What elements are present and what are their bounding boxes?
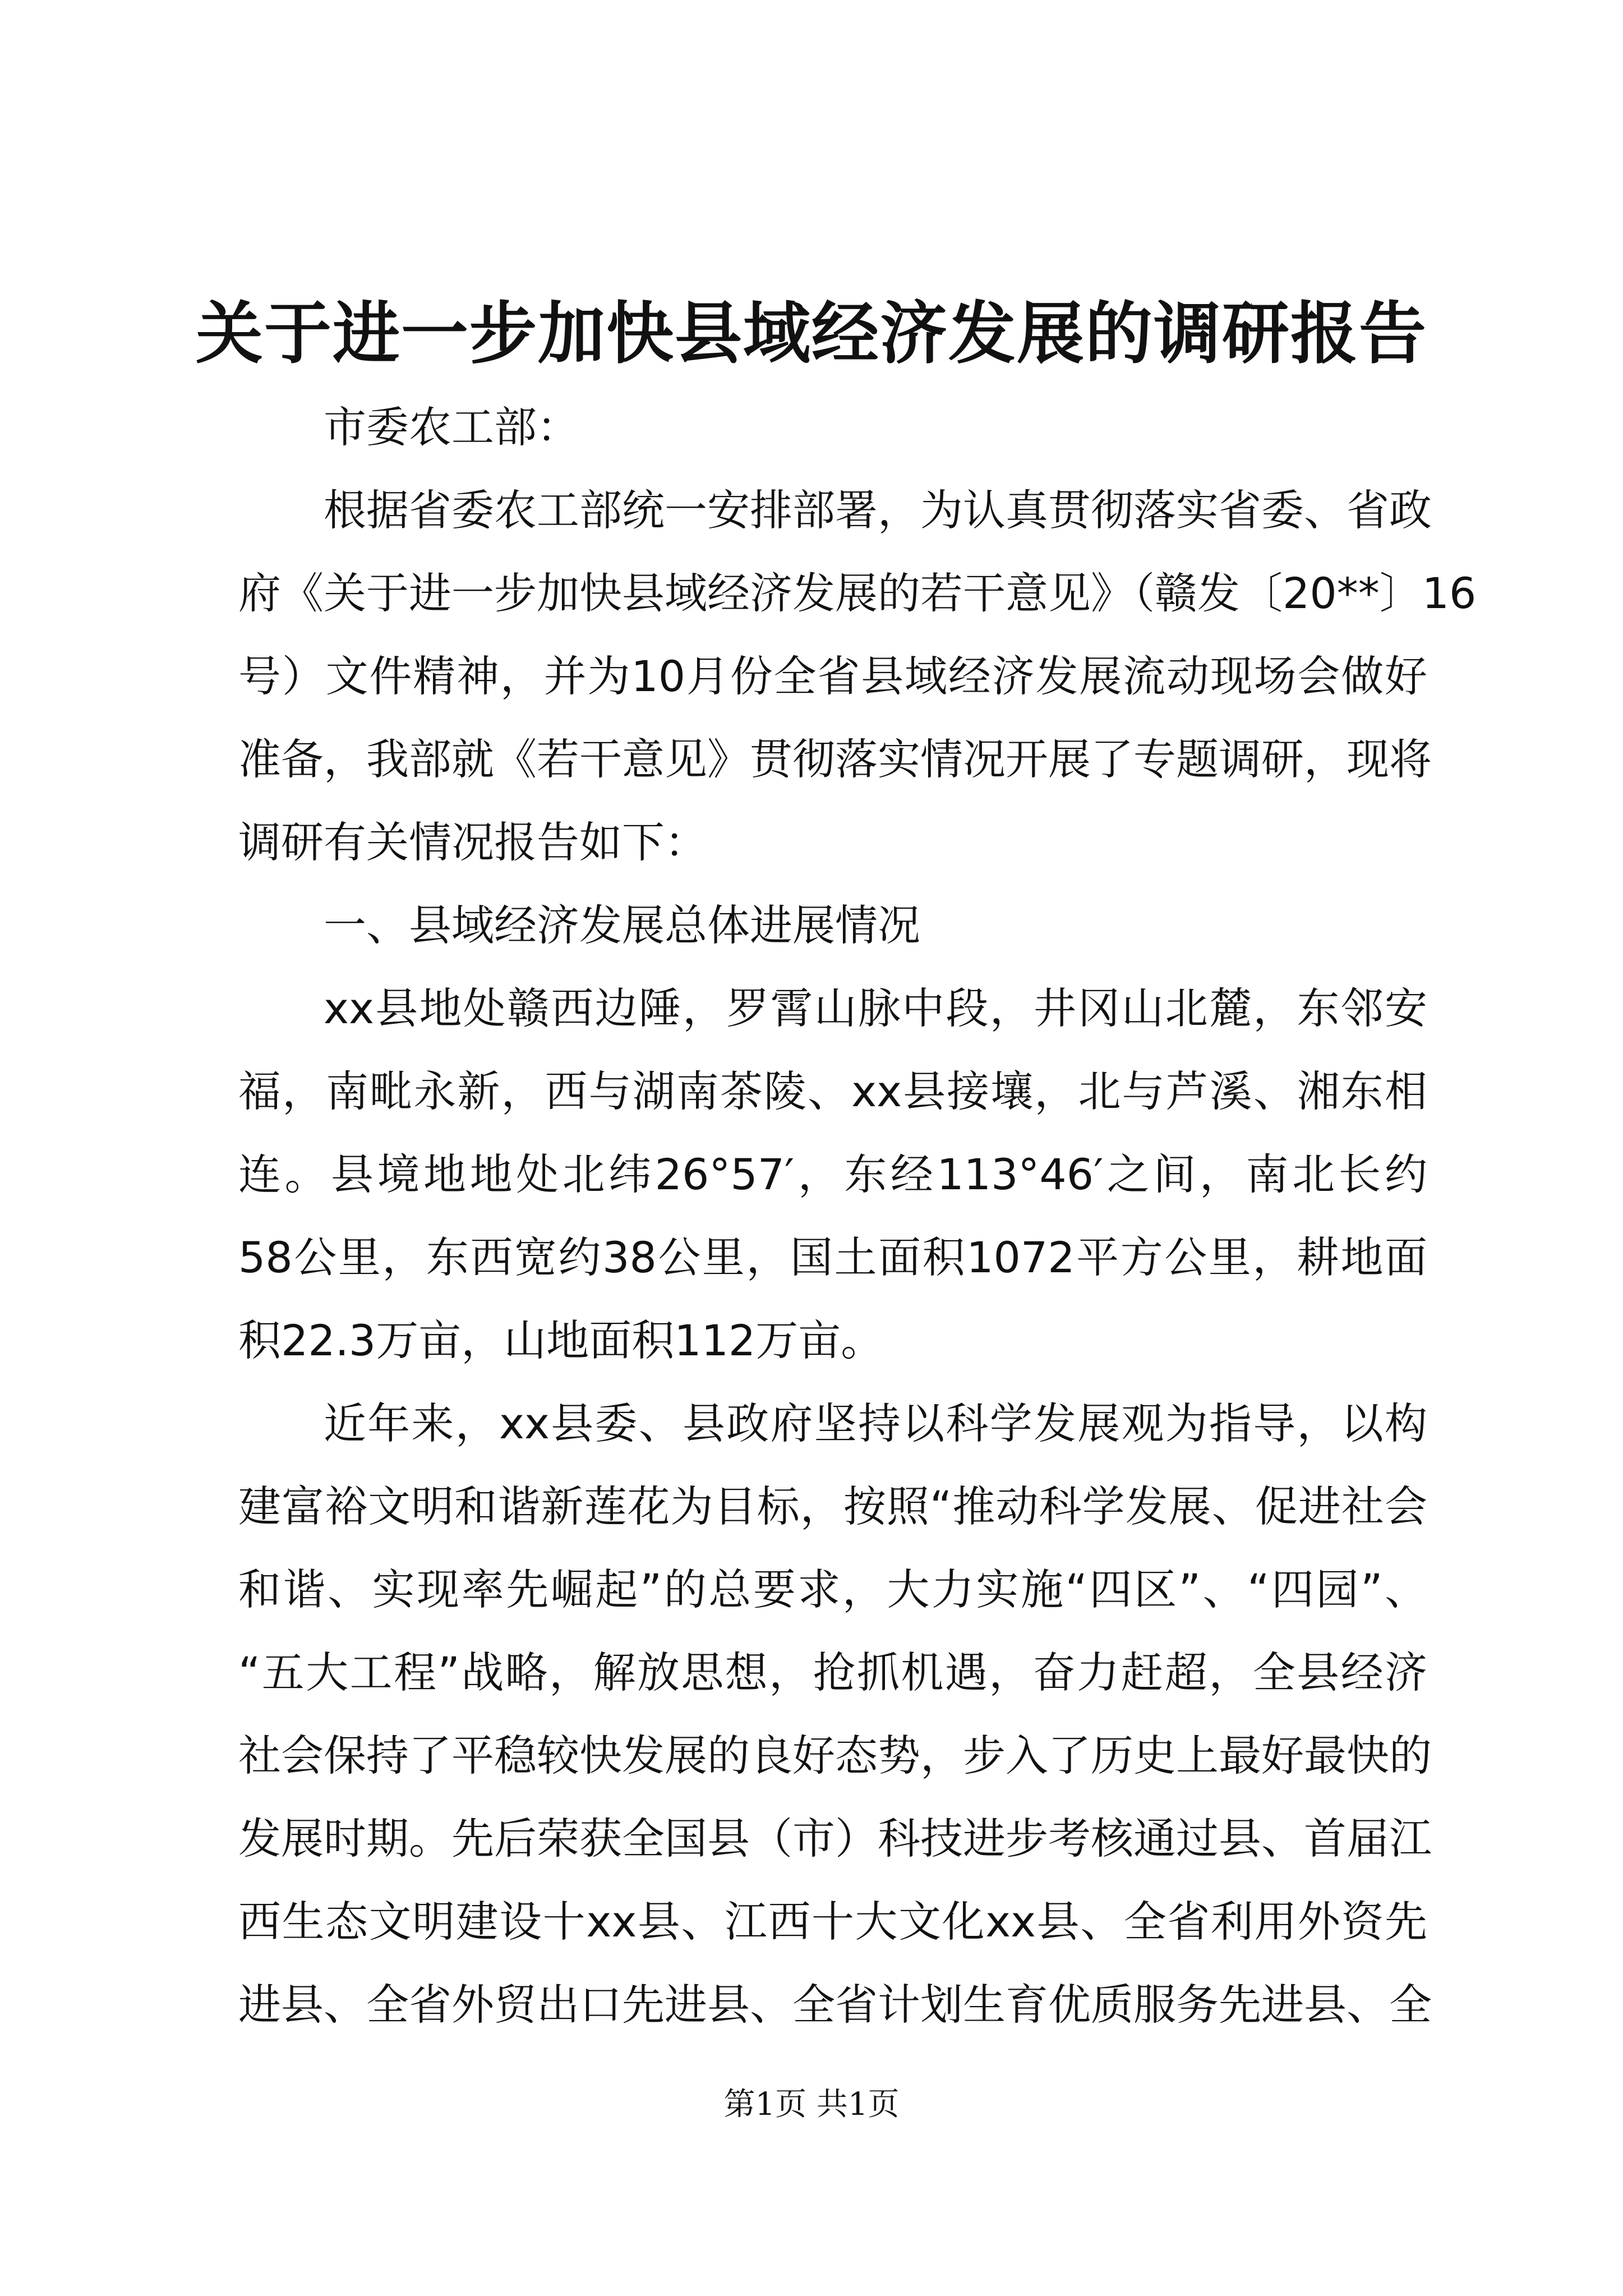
document-title: 关于进一步加快县域经济发展的调研报告 [196, 294, 1427, 373]
document-body [238, 386, 1477, 2046]
text-line: 福，南毗永新，西与湖南茶陵、xx县接壤，北与芦溪、湘东相 [238, 1066, 1427, 1116]
text-line: 积22.3万亩，山地面积112万亩。 [238, 1315, 884, 1365]
text-line: xx县地处赣西边陲，罗霄山脉中段，井冈山北麓，东邻安 [324, 983, 1427, 1033]
page-number-footer: 第1页 共1页 [723, 2086, 900, 2123]
text-line: 调研有关情况报告如下： [238, 817, 707, 867]
text-line: 西生态文明建设十xx县、江西十大文化xx县、全省利用外资先 [238, 1897, 1427, 1947]
text-line: 发展时期。先后荣获全国县（市）科技进步考核通过县、首届江 [238, 1814, 1432, 1864]
text-line: 和谐、实现率先崛起”的总要求，大力实施“四区”、“四园”、 [238, 1565, 1427, 1614]
text-line: 一、县域经济发展总体进展情况 [324, 900, 920, 950]
text-line: 准备，我部就《若干意见》贯彻落实情况开展了专题调研，现将 [238, 734, 1432, 784]
text-line: 建富裕文明和谐新莲花为目标，按照“推动科学发展、促进社会 [238, 1481, 1427, 1531]
text-line: 近年来，xx县委、县政府坚持以科学发展观为指导，以构 [324, 1398, 1427, 1448]
text-line: 社会保持了平稳较快发展的良好态势，步入了历史上最好最快的 [238, 1731, 1432, 1780]
text-line: 根据省委农工部统一安排部署，为认真贯彻落实省委、省政 [324, 485, 1432, 535]
text-line: 连。县境地地处北纬26°57′，东经113°46′之间，南北长约 [238, 1149, 1427, 1199]
text-line: 进县、全省外贸出口先进县、全省计划生育优质服务先进县、全 [238, 1980, 1432, 2030]
text-line: “五大工程”战略，解放思想，抢抓机遇，奋力赶超，全县经济 [238, 1648, 1427, 1697]
text-line: 58公里，东西宽约38公里，国土面积1072平方公里，耕地面 [238, 1232, 1427, 1282]
text-line: 市委农工部： [324, 402, 579, 452]
text-line: 府《关于进一步加快县域经济发展的若干意见》（赣发〔20**〕16 [238, 568, 1477, 618]
text-line: 号）文件精神，并为10月份全省县域经济发展流动现场会做好 [238, 651, 1427, 701]
